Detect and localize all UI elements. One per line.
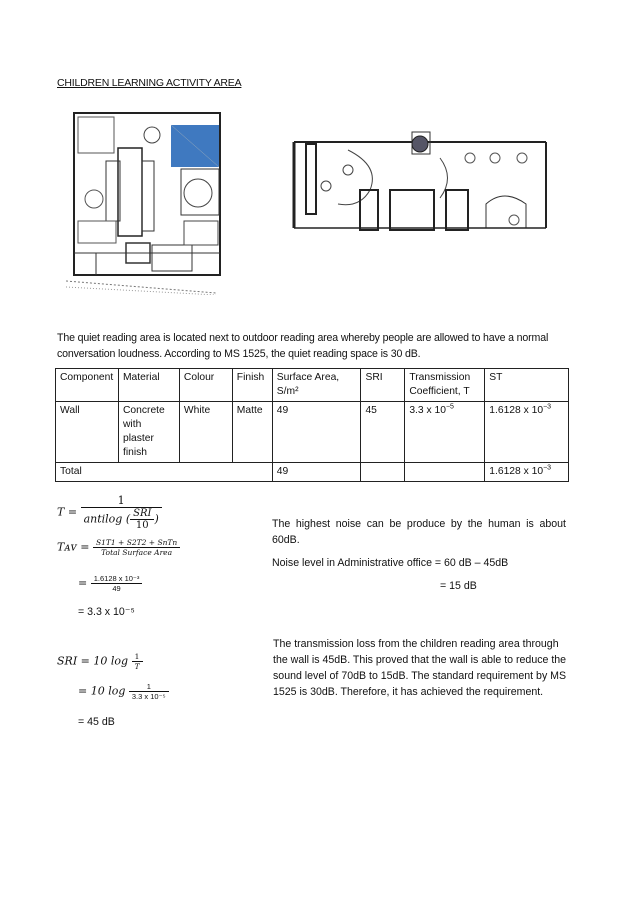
formula-sri: SRI = 10 log $\frac{1}{T}$: [57, 652, 143, 671]
header-colour: Colour: [179, 369, 232, 402]
total-area: 49: [272, 463, 361, 482]
header-finish: Finish: [232, 369, 272, 402]
noise-note: The highest noise can be produce by the human is about 60dB.: [272, 518, 566, 546]
formula-t-result: = 3.3 x 10⁻⁵: [78, 606, 135, 618]
cell-transmission: 3.3 x $10^{-5}$: [405, 402, 485, 463]
formula-t: T = 1 antilog ( $\frac{\text{SRI}}{10}$ ): [57, 494, 162, 531]
cell-material: Concrete with plaster finish: [118, 402, 179, 463]
section-heading: CHILDREN LEARNING ACTIVITY AREA: [57, 77, 242, 89]
header-st: ST: [485, 369, 569, 402]
cell-st: 1.6128 x $10^{-3}$: [485, 402, 569, 463]
cell-colour: White: [179, 402, 232, 463]
cell-finish: Matte: [232, 402, 272, 463]
formula-sri-step: = 10 log $\frac{1}{\text{3.3 x 10⁻⁵}}$: [78, 682, 169, 701]
cell-sri: 45: [361, 402, 405, 463]
table-header-row: [56, 369, 569, 402]
floor-plan-right: [290, 128, 548, 232]
total-st: 1.6128 x $10^{-3}$: [485, 463, 569, 482]
header-sri: SRI: [361, 369, 405, 402]
total-label: Total: [56, 463, 273, 482]
header-surface-area: Surface Area, S/m²: [272, 369, 361, 402]
noise-level-line: Noise level in Administrative office = 60 dB – 45dB: [272, 557, 509, 569]
formula-tav-step: = $\frac{\text{1.6128 x 10⁻³}}{49}$: [78, 574, 142, 593]
conclusion-paragraph: The transmission loss from the children reading area through the wall is 45dB. This proved that the wall is able to reduce the sound level of 70dB to 15dB. The standard requirement by MS 1525 is 30dB. Therefore, it has achieved the requirement.: [273, 638, 567, 698]
table-total-row: [56, 463, 569, 482]
header-transmission: Transmission Coefficient, T: [405, 369, 485, 402]
header-component: Component: [56, 369, 119, 402]
cell-area: 49: [272, 402, 361, 463]
acoustic-table: [55, 368, 569, 482]
header-material: Material: [118, 369, 179, 402]
cell-component: Wall: [56, 402, 119, 463]
noise-level-result: = 15 dB: [440, 580, 477, 592]
formula-sri-result: = 45 dB: [78, 716, 115, 728]
intro-paragraph: The quiet reading area is located next to outdoor reading area whereby people are allowed to have a normal conversation loudness. According to MS 1525, the quiet reading space is 30 dB.: [57, 332, 549, 360]
formula-tav: Tᴀᴠ = $\frac{\text{S1T1 + S2T2 + SnTn}}{\text{Total Surface Area}}$: [57, 538, 180, 557]
floor-plan-left: [66, 103, 232, 295]
table-row: [56, 402, 569, 463]
